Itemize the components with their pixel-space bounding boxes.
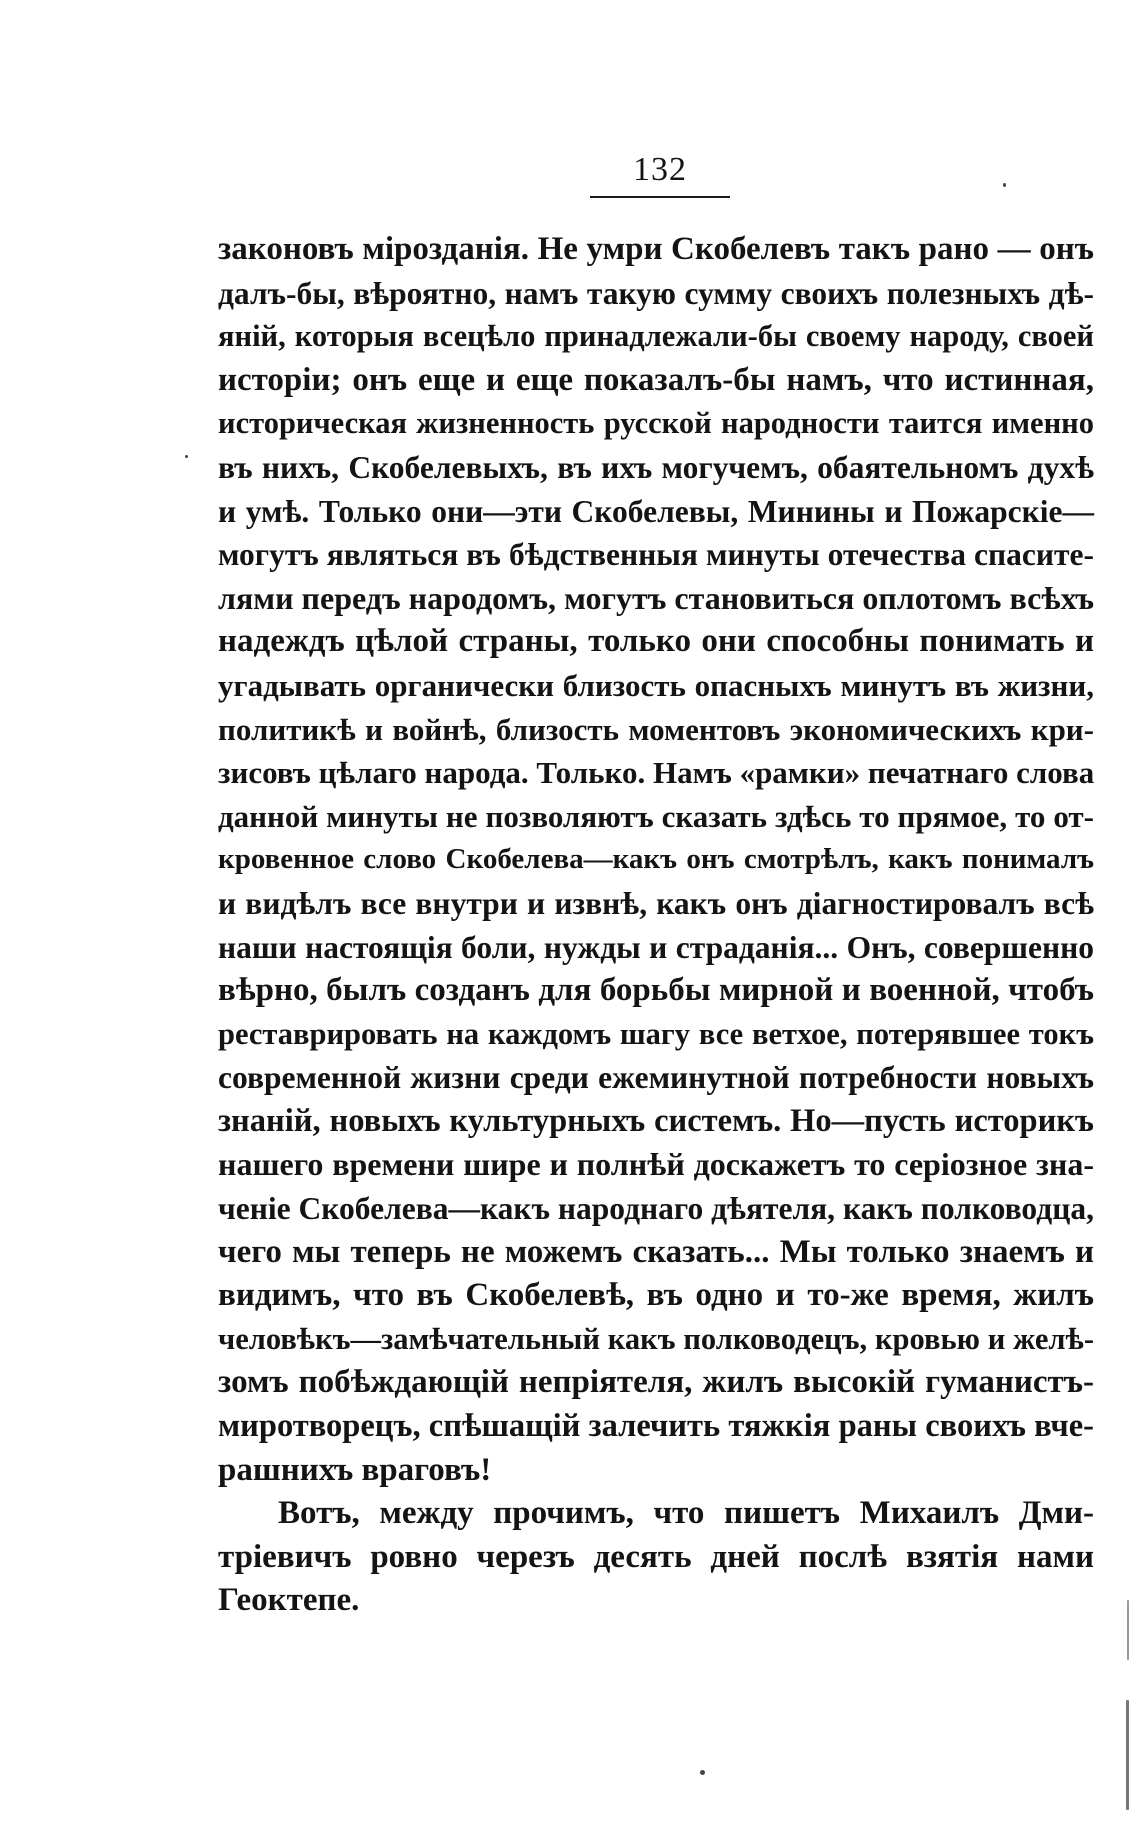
text-line: зисовъ цѣлаго народа. Только. Намъ «рамки» печатнаго слова — [218, 755, 1095, 791]
text-line: Вотъ, между прочимъ, что пишетъ Михаилъ Дми- — [278, 1495, 1094, 1532]
scan-speck — [1127, 1600, 1129, 1660]
scan-speck — [700, 1770, 705, 1775]
text-line: зомъ побѣждающій непріятеля, жилъ высокій гуманистъ- — [218, 1364, 1094, 1401]
header-rule — [590, 196, 730, 198]
text-line: политикѣ и войнѣ, близость моментовъ экономическихъ кри- — [218, 711, 1094, 747]
page-header — [590, 150, 730, 198]
text-line: законовъ мірозданія. Не умри Скобелевъ такъ рано — онъ — [218, 231, 1094, 267]
text-line: вѣрно, былъ созданъ для борьбы мирной и военной, чтобъ — [218, 972, 1094, 1009]
text-line: знаній, новыхъ культурныхъ системъ. Но—пусть историкъ — [218, 1102, 1094, 1139]
page-number: 132 — [633, 151, 687, 188]
text-line: данной минуты не позволяютъ сказать здѣсь то прямое, то от- — [218, 798, 1094, 834]
scan-speck — [185, 455, 188, 458]
text-line: яній, которыя всецѣло принадлежали-бы своему народу, своей — [218, 319, 1094, 354]
text-line: тріевичъ ровно черезъ десять дней послѣ взятія нами — [218, 1538, 1094, 1575]
text-line: нашего времени шире и полнѣй доскажетъ то серіозное зна- — [218, 1146, 1094, 1183]
text-line: наши настоящія боли, нужды и страданія... Онъ, совершенно — [218, 929, 1094, 965]
text-line: кровенное слово Скобелева—какъ онъ смотрѣлъ, какъ понималъ — [218, 843, 1094, 876]
text-line: и умѣ. Только они—эти Скобелевы, Минины и Пожарскіе— — [218, 493, 1094, 529]
scan-speck — [1126, 1700, 1129, 1810]
scan-speck — [1003, 183, 1006, 187]
text-line: въ нихъ, Скобелевыхъ, въ ихъ могучемъ, обаятельномъ духѣ — [218, 449, 1094, 485]
text-line: миротворецъ, спѣшащій залечить тяжкія раны своихъ вче- — [218, 1408, 1094, 1445]
text-line: Геоктепе. — [218, 1582, 360, 1619]
text-line: лями передъ народомъ, могутъ становиться оплотомъ всѣхъ — [218, 579, 1094, 616]
text-line: чего мы теперь не можемъ сказать... Мы только знаемъ и — [218, 1233, 1094, 1270]
text-line: видимъ, что въ Скобелевѣ, въ одно и то-же время, жилъ — [218, 1277, 1094, 1314]
text-line: угадывать органически близость опасныхъ минутъ въ жизни, — [218, 667, 1094, 703]
text-line: историческая жизненность русской народности таится именно — [218, 406, 1094, 441]
text-line: рашнихъ враговъ! — [218, 1451, 492, 1488]
text-line: могутъ являться въ бѣдственныя минуты отечества спасите- — [218, 537, 1094, 573]
text-line: человѣкъ—замѣчательный какъ полководецъ, кровью и желѣ- — [218, 1321, 1094, 1356]
text-line: современной жизни среди ежеминутной потребности новыхъ — [218, 1060, 1094, 1096]
body-text — [218, 228, 1094, 1623]
text-line: ченіе Скобелева—какъ народнаго дѣятеля, какъ полководца, — [218, 1191, 1094, 1227]
text-line: исторіи; онъ еще и еще показалъ-бы намъ, что истинная, — [218, 361, 1094, 398]
text-line: реставрировать на каждомъ шагу все ветхое, потерявшее токъ — [218, 1016, 1094, 1051]
text-line: далъ-бы, вѣроятно, намъ такую сумму своихъ полезныхъ дѣ- — [218, 275, 1094, 311]
text-line: и видѣлъ все внутри и извнѣ, какъ онъ діагностировалъ всѣ — [218, 885, 1094, 921]
text-line: надеждъ цѣлой страны, только они способны понимать и — [218, 623, 1094, 660]
